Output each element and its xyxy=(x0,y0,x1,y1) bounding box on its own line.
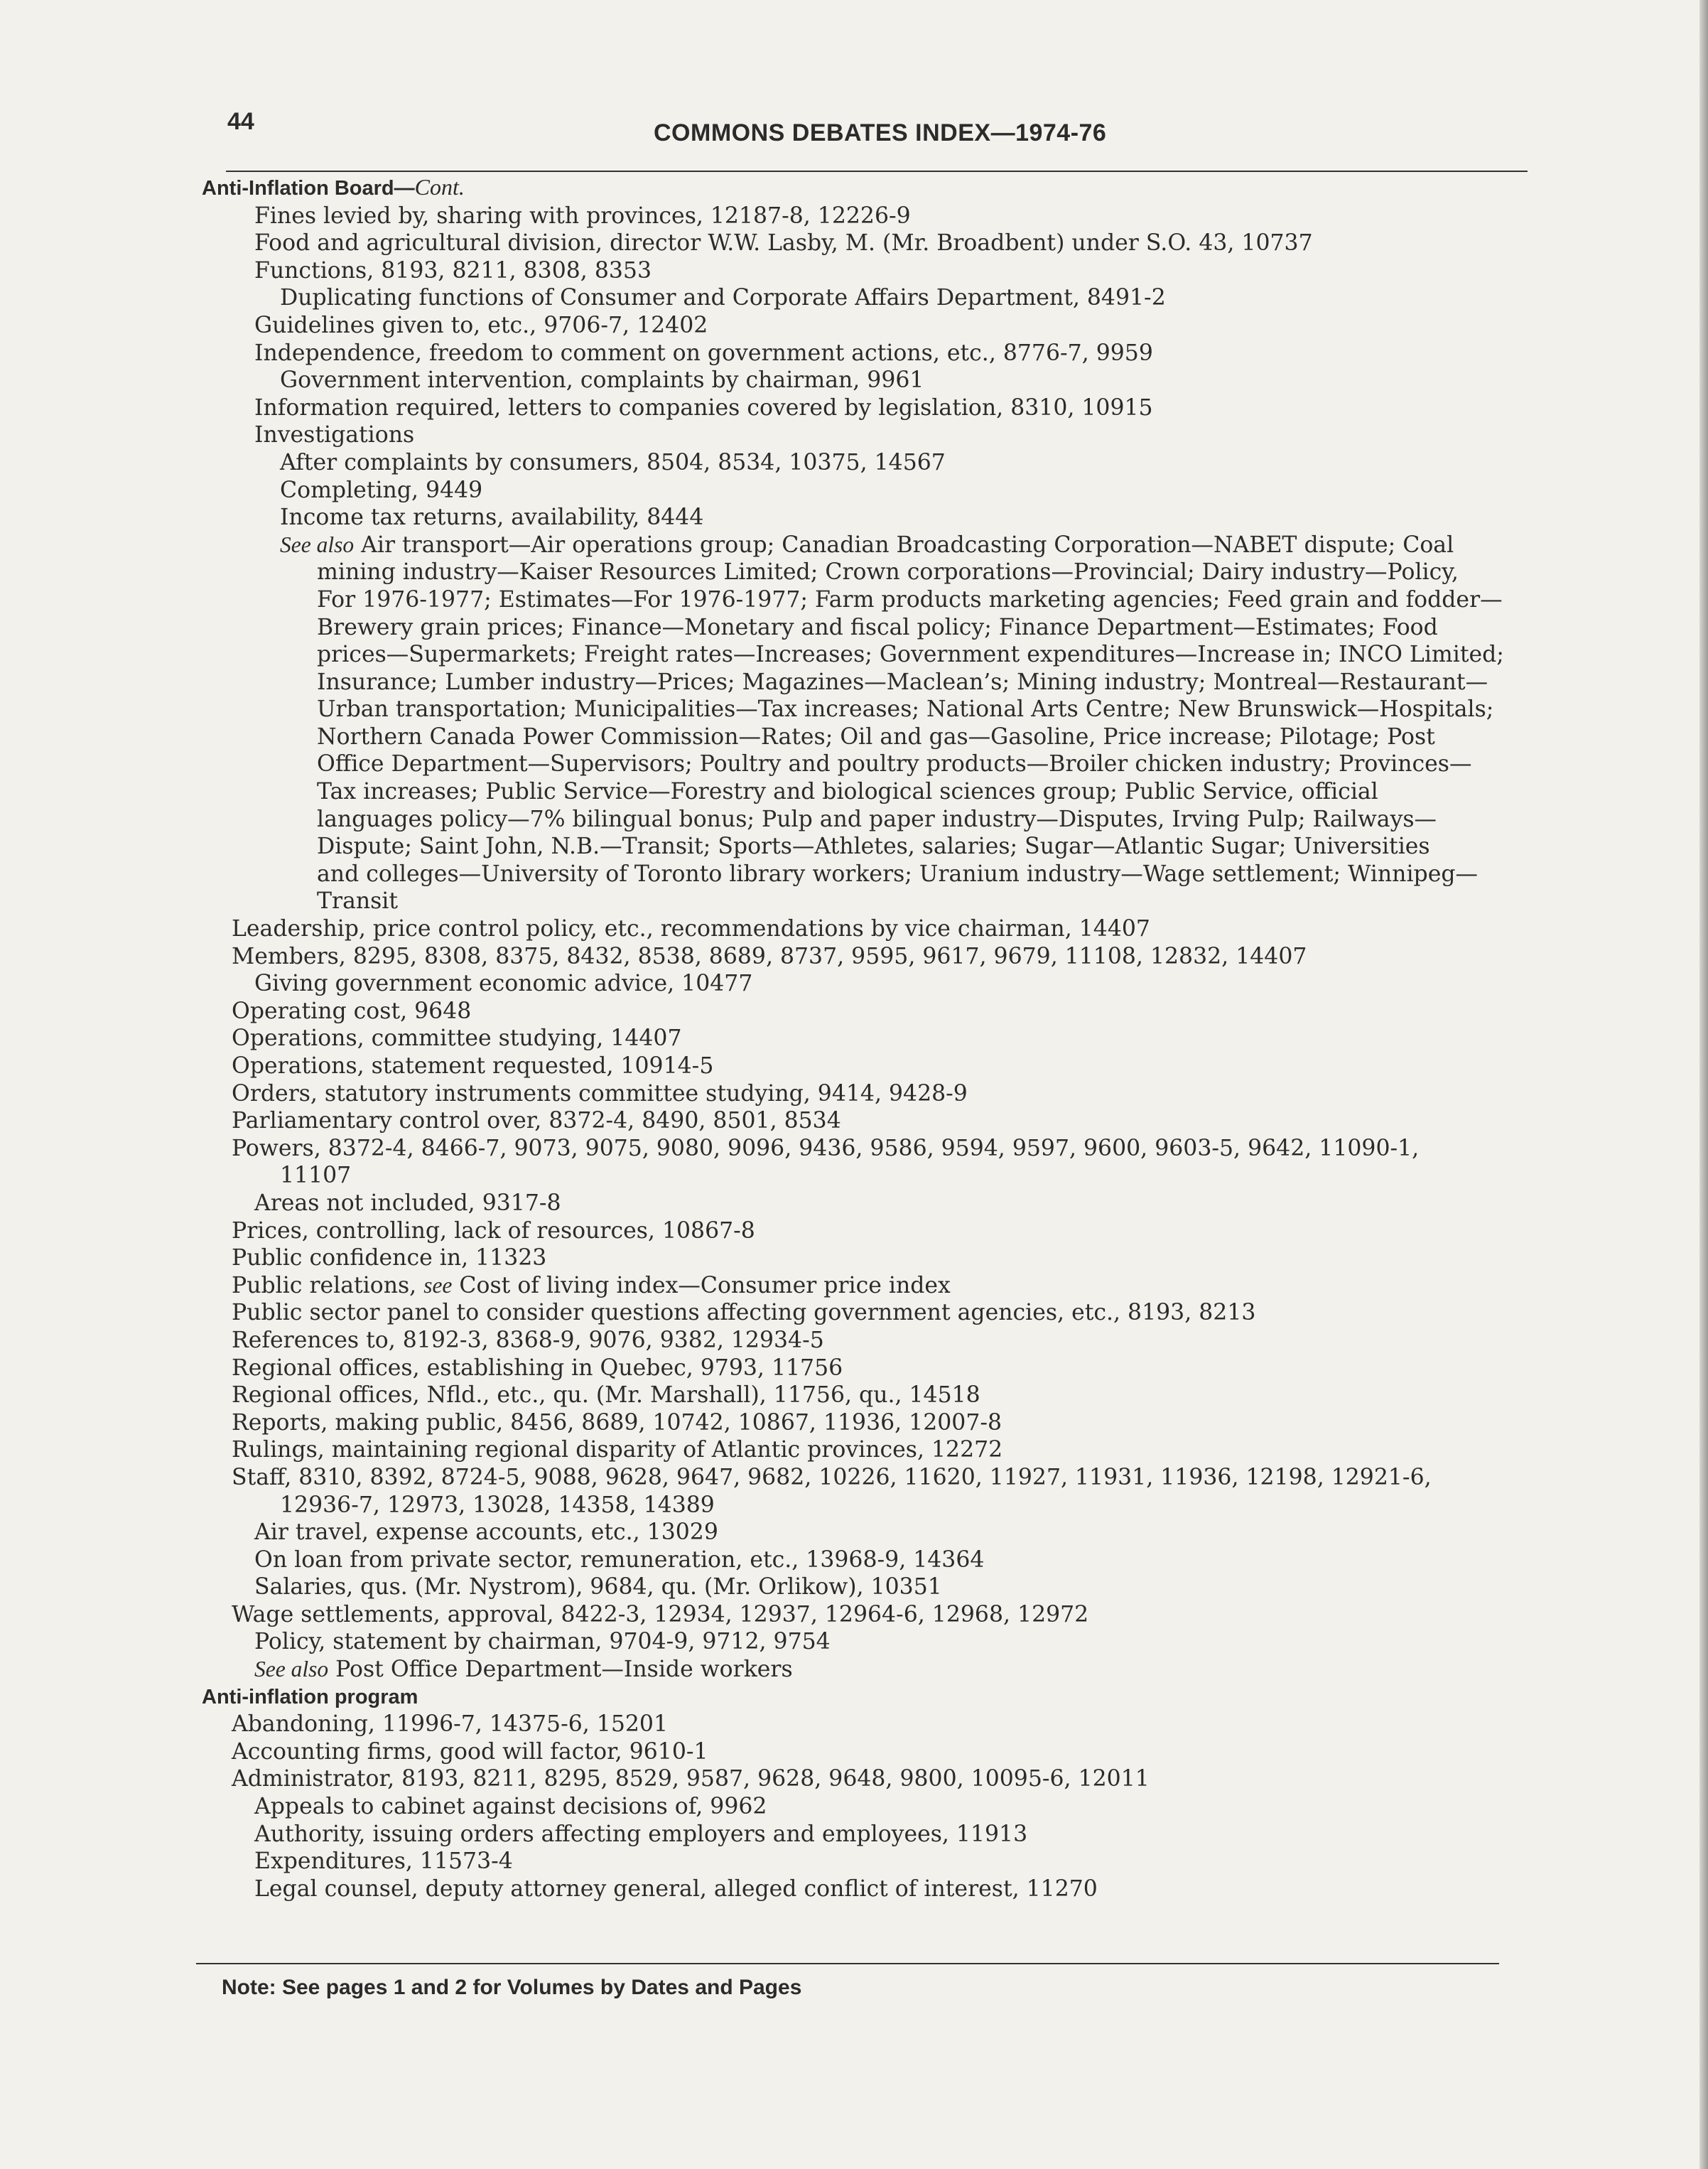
board-entries-group xyxy=(196,203,1532,532)
page-edge-shadow xyxy=(1699,0,1708,2169)
see-also-line: and colleges—University of Toronto library workers; Uranium industry—Wage settlement; Winnipeg— xyxy=(317,861,1479,887)
index-entry: Income tax returns, availability, 8444 xyxy=(280,505,704,531)
footer-rule xyxy=(196,1963,1499,1964)
index-entry: Food and agricultural division, director W.W. Lasby, M. (Mr. Broadbent) under S.O. 43, 10737 xyxy=(254,230,1313,257)
index-entry: Completing, 9449 xyxy=(280,477,483,503)
index-entry: Policy, statement by chairman, 9704-9, 9712, 9754 xyxy=(254,1629,831,1655)
index-entry: Prices, controlling, lack of resources, 10867-8 xyxy=(232,1217,755,1244)
entry-text: Public relations, xyxy=(232,1272,424,1298)
page-header xyxy=(0,0,1708,171)
index-entry: Functions, 8193, 8211, 8308, 8353 xyxy=(254,257,652,284)
index-entry: Public sector panel to consider questions affecting government agencies, etc., 8193, 8213 xyxy=(232,1300,1256,1326)
see-target: Cost of living index—Consumer price index xyxy=(452,1272,951,1298)
see-also-block xyxy=(196,532,1532,915)
index-entry: Salaries, qus. (Mr. Nystrom), 9684, qu. (Mr. Orlikow), 10351 xyxy=(254,1574,942,1600)
index-entry: Accounting firms, good will factor, 9610-1 xyxy=(232,1738,708,1765)
index-entry: Wage settlements, approval, 8422-3, 12934, 12937, 12964-6, 12968, 12972 xyxy=(232,1601,1089,1627)
index-entry: Independence, freedom to comment on government actions, etc., 8776-7, 9959 xyxy=(254,340,1153,366)
header-rule xyxy=(226,171,1528,172)
index-entry: Operations, statement requested, 10914-5 xyxy=(232,1053,714,1079)
heading-title: Anti-Inflation Board— xyxy=(202,177,415,200)
see-target: Post Office Department—Inside workers xyxy=(328,1657,793,1683)
index-entry: Operations, committee studying, 14407 xyxy=(232,1026,682,1052)
see-also-line: Brewery grain prices; Finance—Monetary and fiscal policy; Finance Department—Estimates; Food xyxy=(317,614,1438,640)
see-also-label: See also xyxy=(280,532,355,557)
index-entry: Parliamentary control over, 8372-4, 8490, 8501, 8534 xyxy=(232,1108,841,1134)
see-also-line: Office Department—Supervisors; Poultry and poultry products—Broiler chicken industry; Provinces— xyxy=(317,751,1472,777)
index-entry: On loan from private sector, remuneration, etc., 13968-9, 14364 xyxy=(254,1546,985,1573)
index-entry: Rulings, maintaining regional disparity of Atlantic provinces, 12272 xyxy=(232,1437,1003,1463)
index-entry: Regional offices, establishing in Quebec, 9793, 11756 xyxy=(232,1355,843,1381)
index-entry: Information required, letters to companies covered by legislation, 8310, 10915 xyxy=(254,394,1153,421)
index-entry: Legal counsel, deputy attorney general, alleged conflict of interest, 11270 xyxy=(254,1875,1098,1902)
heading-anti-inflation-program: Anti-inflation program xyxy=(202,1685,418,1708)
index-entry: Abandoning, 11996-7, 14375-6, 15201 xyxy=(232,1711,668,1738)
see-also-line: Urban transportation; Municipalities—Tax increases; National Arts Centre; New Brunswick—Hospitals; xyxy=(317,696,1494,723)
index-entry: Appeals to cabinet against decisions of, 9962 xyxy=(254,1794,767,1820)
index-entry: Fines levied by, sharing with provinces, 12187-8, 12226-9 xyxy=(254,203,911,229)
index-entry: After complaints by consumers, 8504, 8534, 10375, 14567 xyxy=(280,449,946,475)
index-entry: 11107 xyxy=(280,1163,352,1189)
index-entry: Reports, making public, 8456, 8689, 10742, 10867, 11936, 12007-8 xyxy=(232,1409,1002,1436)
see-label: see xyxy=(423,1272,453,1298)
board-entries-group-3 xyxy=(196,1299,1532,1656)
index-entry: Leadership, price control policy, etc., recommendations by vice chairman, 14407 xyxy=(232,916,1150,942)
index-entry: Administrator, 8193, 8211, 8295, 8529, 9587, 9628, 9648, 9800, 10095-6, 12011 xyxy=(232,1766,1150,1792)
see-also-line: Tax increases; Public Service—Forestry and biological sciences group; Public Service, official xyxy=(317,779,1378,805)
see-also-text: Air transport—Air operations group; Canadian Broadcasting Corporation—NABET dispute; Coal xyxy=(354,532,1454,558)
footer-note: Note: See pages 1 and 2 for Volumes by Dates and Pages xyxy=(222,1976,802,1999)
index-entry: Orders, statutory instruments committee studying, 9414, 9428-9 xyxy=(232,1080,968,1107)
see-also-line: Insurance; Lumber industry—Prices; Magazines—Maclean’s; Mining industry; Montreal—Restaurant— xyxy=(317,669,1488,695)
see-also-line: Dispute; Saint John, N.B.—Transit; Sports—Athletes, salaries; Sugar—Atlantic Sugar; Universities xyxy=(317,834,1430,860)
index-entry: Members, 8295, 8308, 8375, 8432, 8538, 8689, 8737, 9595, 9617, 9679, 11108, 12832, 14407 xyxy=(232,943,1307,969)
index-entry: Air travel, expense accounts, etc., 13029 xyxy=(254,1519,718,1546)
index-entry: Duplicating functions of Consumer and Corporate Affairs Department, 8491-2 xyxy=(280,285,1166,311)
entry-see-also-post-office xyxy=(196,1656,1532,1684)
entry-public-relations xyxy=(196,1272,1532,1300)
index-entry: Government intervention, complaints by chairman, 9961 xyxy=(280,367,924,394)
index-entry: Powers, 8372-4, 8466-7, 9073, 9075, 9080, 9096, 9436, 9586, 9594, 9597, 9600, 9603-5, 9642, 11090-1, xyxy=(232,1135,1420,1161)
page-number: 44 xyxy=(227,108,254,135)
index-entries xyxy=(196,173,1532,1902)
see-also-line: languages policy—7% bilingual bonus; Pulp and paper industry—Disputes, Irving Pulp; Railways— xyxy=(317,806,1437,832)
program-entries-group xyxy=(196,1711,1532,1902)
index-entry: Areas not included, 9317-8 xyxy=(254,1190,561,1216)
see-label: See also xyxy=(254,1657,329,1682)
index-entry: Staff, 8310, 8392, 8724-5, 9088, 9628, 9647, 9682, 10226, 11620, 11927, 11931, 11936, 12198, 12921-6, xyxy=(232,1464,1432,1490)
index-entry: References to, 8192-3, 8368-9, 9076, 9382, 12934-5 xyxy=(232,1327,824,1353)
index-entry: Investigations xyxy=(254,422,415,448)
heading-anti-inflation-board-continued xyxy=(196,173,1532,203)
see-also-line: prices—Supermarkets; Freight rates—Increases; Government expenditures—Increase in; INCO Limited; xyxy=(317,642,1504,668)
index-entry: Regional offices, Nfld., etc., qu. (Mr. Marshall), 11756, qu., 14518 xyxy=(232,1382,980,1409)
index-entry: Public confidence in, 11323 xyxy=(232,1245,547,1271)
heading-cont: Cont. xyxy=(414,174,465,200)
index-entry: Authority, issuing orders affecting employers and employees, 11913 xyxy=(254,1821,1028,1847)
see-also-line: Northern Canada Power Commission—Rates; Oil and gas—Gasoline, Price increase; Pilotage; Post xyxy=(317,723,1435,750)
index-entry: 12936-7, 12973, 13028, 14358, 14389 xyxy=(280,1492,715,1518)
see-also-line: For 1976-1977; Estimates—For 1976-1977; Farm products marketing agencies; Feed grain and fodder— xyxy=(317,586,1503,613)
see-also-line: mining industry—Kaiser Resources Limited; Crown corporations—Provincial; Dairy industry—Policy, xyxy=(317,559,1459,586)
index-entry: Operating cost, 9648 xyxy=(232,998,472,1024)
index-entry: Guidelines given to, etc., 9706-7, 12402 xyxy=(254,312,708,338)
index-entry: Expenditures, 11573-4 xyxy=(254,1848,513,1875)
running-title: COMMONS DEBATES INDEX—1974-76 xyxy=(654,119,1107,146)
index-entry: Giving government economic advice, 10477 xyxy=(254,971,753,997)
see-also-line xyxy=(280,532,1532,559)
board-entries-group-2 xyxy=(196,915,1532,1272)
see-also-line: Transit xyxy=(317,888,399,915)
